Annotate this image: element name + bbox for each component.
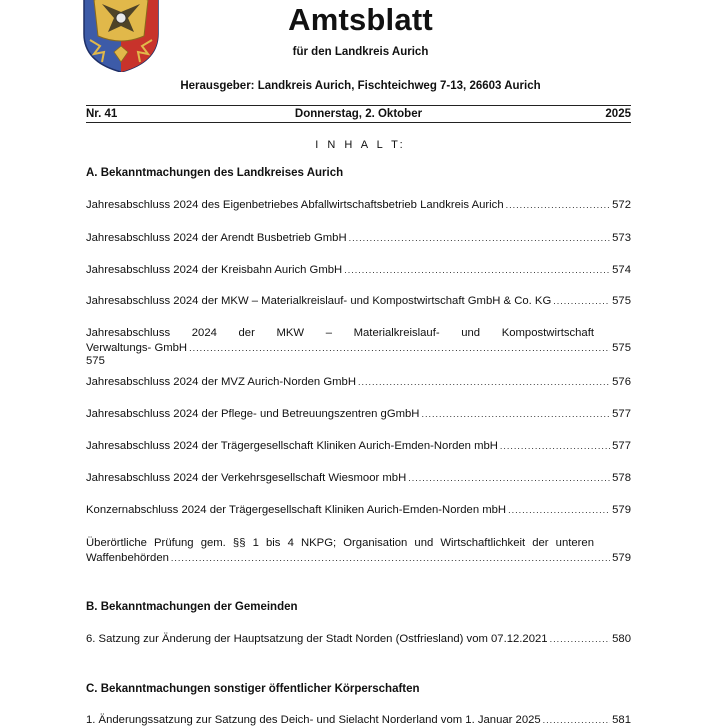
toc-entry-title: Jahresabschluss 2024 der MVZ Aurich-Norden GmbH — [86, 376, 356, 388]
toc-entry-page: 576 — [612, 376, 631, 388]
publisher-line: Herausgeber: Landkreis Aurich, Fischteichweg 7-13, 26603 Aurich — [180, 80, 541, 92]
toc-entry-page: 577 — [612, 440, 631, 452]
toc-entry-page: 578 — [612, 472, 631, 484]
toc-entry-page: 579 — [612, 504, 631, 516]
section-b-title: B. Bekanntmachungen der Gemeinden — [86, 601, 298, 613]
toc-leader — [349, 233, 611, 243]
toc-entry-page: 575 — [612, 342, 631, 354]
toc-entry-page: 579 — [612, 552, 631, 564]
toc-entry-title: 6. Satzung zur Änderung der Hauptsatzung der Stadt Norden (Ostfriesland) vom 07.12.2021 — [86, 633, 548, 645]
toc-entry-page: 577 — [612, 408, 631, 420]
toc-entry-title-line2: Verwaltungs- GmbH — [86, 342, 188, 354]
toc-entry[interactable] — [86, 264, 631, 276]
toc-leader — [508, 505, 610, 515]
page-title: Amtsblatt — [288, 2, 433, 37]
toc-entry[interactable] — [86, 376, 631, 388]
section-c-title: C. Bekanntmachungen sonstiger öffentlicher Körperschaften — [86, 683, 420, 695]
toc-entry-title: Jahresabschluss 2024 der Trägergesellschaft Kliniken Aurich-Emden-Norden mbH — [86, 440, 498, 452]
toc-leader — [358, 377, 610, 387]
toc-leader — [408, 473, 610, 483]
toc-entry[interactable] — [86, 472, 631, 484]
toc-leader — [189, 343, 610, 353]
toc-entry[interactable] — [86, 199, 631, 211]
toc-entry-page: 580 — [612, 633, 631, 645]
toc-entry-title: Jahresabschluss 2024 der Verkehrsgesellschaft Wiesmoor mbH — [86, 472, 407, 484]
toc-leader — [421, 409, 610, 419]
toc-entry-title-line1: Jahresabschluss 2024 der MKW – Materialkreislauf- und Kompostwirtschaft — [86, 327, 594, 339]
toc-entry-title-line2: Waffenbehörden — [86, 552, 169, 564]
contents-heading: I N H A L T: — [315, 139, 406, 151]
toc-leader — [506, 200, 611, 210]
toc-entry-page: 572 — [612, 199, 631, 211]
toc-entry-title: Jahresabschluss 2024 der MKW – Materialkreislauf- und Kompostwirtschaft GmbH & Co. KG — [86, 295, 552, 307]
toc-entry-title-line1: Überörtliche Prüfung gem. §§ 1 bis 4 NKPG; Organisation und Wirtschaftlichkeit der unteren — [86, 537, 594, 549]
issue-number: Nr. 41 — [86, 108, 118, 120]
toc-entry-multiline[interactable] — [86, 327, 631, 367]
toc-entry-multiline[interactable] — [86, 537, 631, 564]
toc-entry-title: Jahresabschluss 2024 der Pflege- und Betreuungszentren gGmbH — [86, 408, 420, 420]
toc-leader — [543, 715, 610, 725]
toc-entry-title: Konzernabschluss 2024 der Trägergesellschaft Kliniken Aurich-Emden-Norden mbH — [86, 504, 507, 516]
toc-entry-page: 573 — [612, 232, 631, 244]
toc-entry[interactable] — [86, 633, 631, 645]
toc-leader — [553, 296, 610, 306]
toc-entry[interactable] — [86, 504, 631, 516]
issue-year: 2025 — [605, 108, 631, 120]
issue-bar — [86, 105, 631, 123]
toc-entry-title: 1. Änderungssatzung zur Satzung des Deich- und Sielacht Norderland vom 1. Januar 2025 — [86, 714, 541, 726]
toc-entry-page: 581 — [612, 714, 631, 726]
toc-entry[interactable] — [86, 408, 631, 420]
toc-leader — [171, 553, 610, 563]
toc-leader — [344, 265, 610, 275]
page-subtitle: für den Landkreis Aurich — [292, 46, 429, 58]
toc-leader — [550, 634, 611, 644]
toc-entry[interactable] — [86, 714, 631, 726]
toc-entry-title: Jahresabschluss 2024 der Arendt Busbetrieb GmbH — [86, 232, 347, 244]
toc-entry[interactable] — [86, 232, 631, 244]
issue-date: Donnerstag, 2. Oktober — [294, 108, 423, 120]
toc-orphan-page: 575 — [86, 355, 105, 367]
toc-entry-page: 574 — [612, 264, 631, 276]
toc-entry-page: 575 — [612, 295, 631, 307]
toc-entry[interactable] — [86, 295, 631, 307]
section-a-title: A. Bekanntmachungen des Landkreises Aurich — [86, 167, 344, 179]
toc-entry[interactable] — [86, 440, 631, 452]
toc-leader — [500, 441, 610, 451]
toc-entry-title: Jahresabschluss 2024 des Eigenbetriebes Abfallwirtschaftsbetrieb Landkreis Aurich — [86, 199, 504, 211]
toc-entry-title: Jahresabschluss 2024 der Kreisbahn Aurich GmbH — [86, 264, 343, 276]
